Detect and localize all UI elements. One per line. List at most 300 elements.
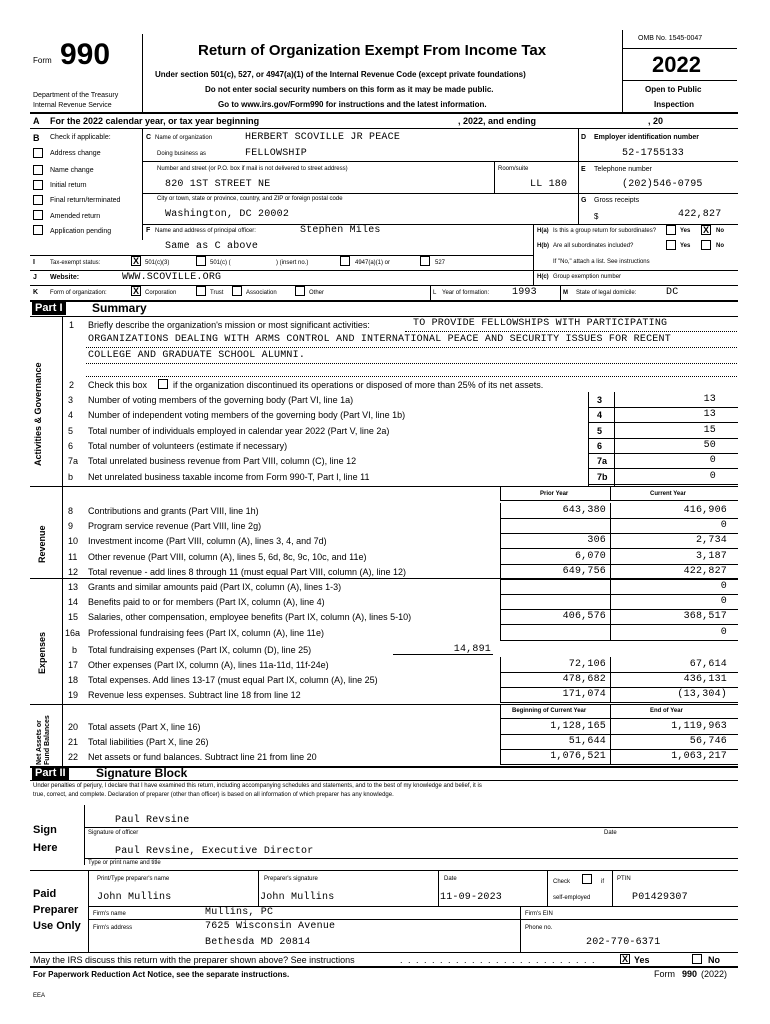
side-revenue: Revenue <box>37 525 47 563</box>
line-rule <box>500 518 738 519</box>
irs-label: Internal Revenue Service <box>33 102 112 109</box>
org-name-label: Name of organization <box>155 135 213 141</box>
4947-checkbox[interactable] <box>340 256 350 266</box>
side-governance: Activities & Governance <box>33 362 43 466</box>
line-num: 14 <box>68 597 79 607</box>
section-c-label: C <box>146 134 152 141</box>
prior-year-value: 1,076,521 <box>550 751 606 762</box>
gov-line-num: 4 <box>68 410 74 420</box>
ein-title: Employer identification number <box>594 134 700 141</box>
part1-title: Summary <box>92 301 147 315</box>
line-rule <box>500 594 738 595</box>
line-num: 15 <box>68 612 79 622</box>
association-checkbox[interactable] <box>232 286 242 296</box>
other-label: Other <box>309 290 325 296</box>
gov-line-text: Total unrelated business revenue from Part VIII, column (C), line 12 <box>88 456 357 466</box>
line-rule <box>500 687 738 688</box>
firm-address-line1: 7625 Wisconsin Avenue <box>205 921 336 932</box>
year-formation-value: 1993 <box>512 287 537 298</box>
line-a-text: For the 2022 calendar year, or tax year beginning <box>50 116 260 126</box>
gov-line-box: 4 <box>597 410 603 420</box>
irs-discuss-text: May the IRS discuss this return with the preparer shown above? See instructions <box>33 955 355 965</box>
col-divider <box>500 657 501 672</box>
line-rule <box>500 734 738 735</box>
signer-title: Paul Revsine, Executive Director <box>115 846 314 857</box>
street-value: 820 1ST STREET NE <box>165 179 271 190</box>
firm-ein-label: Firm's EIN <box>525 911 553 917</box>
line-num: 10 <box>68 536 79 546</box>
gov-line-text: Total number of individuals employed in calendar year 2022 (Part V, line 2a) <box>88 426 390 436</box>
current-year-value: 1,063,217 <box>671 751 727 762</box>
org-name: HERBERT SCOVILLE JR PEACE <box>245 132 401 143</box>
prior-year-value: 406,576 <box>562 611 606 622</box>
col-divider <box>610 672 611 687</box>
ptin-value: P01429307 <box>632 892 688 903</box>
col-divider <box>500 719 501 734</box>
section-e-label: E <box>581 166 586 173</box>
other-checkbox[interactable] <box>295 286 305 296</box>
col-divider <box>610 594 611 609</box>
city-value: Washington, DC 20002 <box>165 209 290 220</box>
address-change-label: Address change <box>50 150 101 157</box>
city-label: City or town, state or province, country, and ZIP or foreign postal code <box>157 196 343 202</box>
current-year-value: 0 <box>720 596 727 607</box>
form-org-title: Form of organization: <box>50 290 107 296</box>
website-value[interactable]: WWW.SCOVILLE.ORG <box>122 272 222 283</box>
gov-line-value: 0 <box>709 471 716 482</box>
officer-label: Name and address of principal officer: <box>155 228 256 234</box>
section-f-label: F <box>146 227 151 234</box>
prior-year-value: 171,074 <box>562 689 606 700</box>
current-year-value: 0 <box>720 581 727 592</box>
website-title: Website: <box>50 274 80 281</box>
line-num: 11 <box>68 552 78 562</box>
discuss-yes-checkbox[interactable]: X <box>621 954 628 964</box>
line-num: 18 <box>68 675 79 685</box>
line-rule <box>500 672 738 673</box>
domicile-title: State of legal domicile: <box>576 290 637 296</box>
line-text: Contributions and grants (Part VIII, line 1h) <box>88 506 259 516</box>
line2-text-a: Check this box <box>88 380 148 390</box>
discontinued-checkbox[interactable] <box>158 379 168 389</box>
irs-link: Go to www.irs.gov/Form990 for instructions and the latest information. <box>218 100 487 109</box>
col-boy: Beginning of Current Year <box>512 708 587 714</box>
ptin-label: PTIN <box>617 876 631 882</box>
initial-return-label: Initial return <box>50 182 87 189</box>
gov-line-value: 13 <box>703 394 716 405</box>
mission-line1: TO PROVIDE FELLOWSHIPS WITH PARTICIPATING <box>413 318 668 329</box>
gov-line-num: 7a <box>68 456 79 466</box>
form-word: Form <box>33 56 52 65</box>
form-title: Return of Organization Exempt From Income Tax <box>198 42 547 59</box>
line-text: Other expenses (Part IX, column (A), lines 11a-11d, 11f-24e) <box>88 660 329 670</box>
current-year-value: (13,304) <box>677 689 727 700</box>
prior-year-value: 1,128,165 <box>550 721 606 732</box>
current-year-value: 3,187 <box>695 551 727 562</box>
part1-label: Part I <box>32 301 66 315</box>
footer-form-number: 990 <box>682 969 698 979</box>
col-divider <box>500 518 501 533</box>
gov-line-rule <box>588 438 738 439</box>
col-eoy: End of Year <box>650 708 683 714</box>
perjury-line1: Under penalties of perjury, I declare that I have examined this return, including accompanying schedules and statements, and to the best of my knowledge and belief, it is <box>33 783 482 789</box>
footer-form-label: Form <box>654 969 675 979</box>
footer-form-year: (2022) <box>701 969 728 979</box>
discuss-leader: . . . . . . . . . . . . . . . . . . . . . . . . . <box>400 955 597 965</box>
pra-notice: For Paperwork Reduction Act Notice, see the separate instructions. <box>33 970 290 979</box>
initial-return-checkbox[interactable] <box>33 180 43 190</box>
tax-exempt-title: Tax-exempt status: <box>50 260 101 266</box>
hb-no: No <box>716 243 724 249</box>
col-divider <box>500 503 501 518</box>
line-rule <box>500 609 738 610</box>
open-public: Open to Public <box>645 85 702 94</box>
discuss-no: No <box>708 955 720 965</box>
type-name-label: Type or print name and title <box>88 860 161 866</box>
col-divider <box>610 579 611 594</box>
line-j-label: J <box>33 274 37 281</box>
line-text: Total assets (Part X, line 16) <box>88 722 201 732</box>
gov-line-box: 7b <box>597 472 608 482</box>
prep-sig-label: Preparer's signature <box>264 876 318 882</box>
self-employed-label: self-employed <box>553 895 591 901</box>
hb-note: If "No," attach a list. See instructions <box>553 259 650 265</box>
current-year-value: 0 <box>720 520 727 531</box>
hb-label: H(b) <box>537 243 549 249</box>
form-subtitle: Under section 501(c), 527, or 4947(a)(1) of the Internal Revenue Code (except private foundations) <box>155 70 526 79</box>
line-num: 17 <box>68 660 79 670</box>
line16b-num: b <box>72 645 78 655</box>
hb-no-checkbox[interactable] <box>701 240 711 250</box>
room-label: Room/suite <box>498 166 529 172</box>
section-g-label: G <box>581 197 587 204</box>
prep-name-value: John Mullins <box>97 892 172 903</box>
ssn-notice: Do not enter social security numbers on this form as it may be made public. <box>205 85 494 94</box>
col-divider <box>610 518 611 533</box>
omb-number: OMB No. 1545-0047 <box>638 35 703 42</box>
insert-no: ) (insert no.) <box>276 260 309 266</box>
tax-year: 2022 <box>652 52 701 77</box>
gov-line-rule <box>588 422 738 423</box>
mission-line3: COLLEGE AND GRADUATE SCHOOL ALUMNI. <box>88 350 306 361</box>
ha-label: H(a) <box>537 228 549 234</box>
amended-return-label: Amended return <box>50 213 101 220</box>
col-current-year: Current Year <box>650 491 686 497</box>
line-m-label: M <box>563 290 568 296</box>
line-rule <box>500 579 738 580</box>
line16b-text: Total fundraising expenses (Part IX, column (D), line 25) <box>88 645 312 655</box>
c3-label: 501(c)(3) <box>145 260 170 266</box>
room-value: LL 180 <box>530 179 568 190</box>
line-text: Net assets or fund balances. Subtract line 21 from line 20 <box>88 752 317 762</box>
line-num: 13 <box>68 582 79 592</box>
line-l-label: L <box>433 290 437 296</box>
prior-year-value: 643,380 <box>562 505 606 516</box>
line-num: 19 <box>68 690 79 700</box>
col-divider <box>610 687 611 702</box>
gov-line-box: 5 <box>597 426 603 436</box>
self-employed-checkbox[interactable] <box>582 874 592 884</box>
gov-line-text: Net unrelated business taxable income from Form 990-T, Part I, line 11 <box>88 472 370 482</box>
line-text: Total expenses. Add lines 13-17 (must equal Part IX, column (A), line 25) <box>88 675 378 685</box>
line1-num: 1 <box>69 320 75 330</box>
firm-address-label: Firm's address <box>93 925 133 931</box>
ha-yes: Yes <box>680 228 691 234</box>
current-year-value: 56,746 <box>689 736 727 747</box>
line-rule <box>500 640 738 641</box>
gov-line-value: 0 <box>709 455 716 466</box>
year-formation-title: Year of formation: <box>442 290 490 296</box>
col-divider <box>610 657 611 672</box>
gov-line-box: 6 <box>597 441 603 451</box>
application-pending-label: Application pending <box>50 228 112 235</box>
hb-yes: Yes <box>680 243 691 249</box>
line-text: Grants and similar amounts paid (Part IX, column (A), lines 1-3) <box>88 582 342 592</box>
trust-label: Trust <box>210 290 224 296</box>
gov-line-num: 3 <box>68 395 74 405</box>
discuss-no-checkbox[interactable] <box>692 954 702 964</box>
form-number: 990 <box>60 38 111 71</box>
line-rule <box>500 749 738 750</box>
street-label: Number and street (or P.O. box if mail is not delivered to street address) <box>157 166 348 172</box>
ha-no-checkbox[interactable]: X <box>702 225 709 235</box>
gov-line-rule <box>588 468 738 469</box>
officer-address: Same as C above <box>165 241 259 252</box>
col-divider <box>610 719 611 734</box>
col-divider <box>500 609 501 624</box>
col-divider <box>610 749 611 764</box>
prep-date-label: Date <box>444 876 457 882</box>
col-divider <box>610 734 611 749</box>
col-divider <box>500 625 501 640</box>
current-year-value: 0 <box>720 627 727 638</box>
firm-name-value: Mullins, PC <box>205 907 274 918</box>
line-k-label: K <box>33 289 39 296</box>
c-checkbox[interactable] <box>196 256 206 266</box>
col-divider <box>500 549 501 564</box>
gross-receipts-title: Gross receipts <box>594 197 640 204</box>
gov-line-rule <box>588 453 738 454</box>
section-d-label: D <box>581 134 587 141</box>
line16b-value: 14,891 <box>453 644 491 655</box>
ha-yes-checkbox[interactable] <box>666 225 676 235</box>
gov-line-num: 6 <box>68 441 74 451</box>
trust-checkbox[interactable] <box>196 286 206 296</box>
line-num: 16a <box>65 628 81 638</box>
name-change-checkbox[interactable] <box>33 165 43 175</box>
current-year-value: 416,906 <box>683 505 727 516</box>
hb-yes-checkbox[interactable] <box>666 240 676 250</box>
side-expenses: Expenses <box>37 631 47 674</box>
corporation-label: Corporation <box>145 290 177 296</box>
hb-text: Are all subordinates included? <box>553 243 634 249</box>
current-year-value: 436,131 <box>683 674 727 685</box>
corporation-checkbox[interactable]: X <box>132 286 139 296</box>
col-divider <box>610 549 611 564</box>
gov-line-text: Number of independent voting members of the governing body (Part VI, line 1b) <box>88 410 406 420</box>
ha-text: Is this a group return for subordinates? <box>553 228 657 234</box>
firm-name-label: Firm's name <box>93 911 126 917</box>
line-rule <box>500 764 738 765</box>
gov-line-rule <box>588 484 738 485</box>
discuss-yes: Yes <box>634 955 650 965</box>
line-text: Program service revenue (Part VIII, line 2g) <box>88 521 262 531</box>
side-net-assets: Net Assets or Fund Balances <box>36 715 51 765</box>
inspection: Inspection <box>654 100 695 109</box>
prior-year-value: 72,106 <box>568 659 606 670</box>
line-rule <box>500 624 738 625</box>
line2-text-b: if the organization discontinued its operations or disposed of more than 25% of its net assets. <box>173 380 544 390</box>
gross-receipts-value: 422,827 <box>678 209 722 220</box>
hc-text: Group exemption number <box>553 274 622 280</box>
line-i-label: I <box>33 259 35 266</box>
gross-dollar: $ <box>594 212 599 221</box>
officer-name: Stephen Miles <box>300 225 381 236</box>
col-divider <box>500 533 501 548</box>
gov-line-value: 13 <box>703 409 716 420</box>
current-year-value: 2,734 <box>695 535 727 546</box>
gov-line-box: 7a <box>597 456 608 466</box>
col-divider <box>610 625 611 640</box>
association-label: Association <box>246 290 277 296</box>
gov-box-divider <box>588 392 589 486</box>
part2-label: Part II <box>32 766 69 780</box>
final-return-checkbox[interactable] <box>33 195 43 205</box>
c3-checkbox[interactable]: X <box>132 256 139 266</box>
sign-date-label: Date <box>604 830 617 836</box>
prior-year-value: 6,070 <box>574 551 606 562</box>
name-change-label: Name change <box>50 167 94 174</box>
527-checkbox[interactable] <box>420 256 430 266</box>
col-divider <box>610 609 611 624</box>
line-text: Total revenue - add lines 8 through 11 (must equal Part VIII, column (A), line 12) <box>88 567 406 577</box>
col-divider <box>610 533 611 548</box>
prep-sig-value: John Mullins <box>260 892 335 903</box>
line-rule <box>500 548 738 549</box>
527-label: 527 <box>435 260 446 266</box>
prep-date-value: 11-09-2023 <box>440 892 503 903</box>
sign-label: Sign <box>33 824 57 836</box>
col-divider <box>500 579 501 594</box>
line-num: 9 <box>68 521 74 531</box>
gov-line-rule <box>588 407 738 408</box>
prior-year-value: 649,756 <box>562 566 606 577</box>
prior-year-value: 51,644 <box>568 736 606 747</box>
current-year-value: 368,517 <box>683 611 727 622</box>
ha-no: No <box>716 228 724 234</box>
gov-line-text: Total number of volunteers (estimate if necessary) <box>88 441 288 451</box>
signature-label: Signature of officer <box>88 830 139 836</box>
section-b-label: B <box>33 133 40 143</box>
gov-line-num: b <box>68 472 74 482</box>
application-pending-checkbox[interactable] <box>33 225 43 235</box>
line-a-end: , 20 <box>648 116 664 126</box>
line-num: 22 <box>68 752 79 762</box>
c-label: 501(c) ( <box>210 260 231 266</box>
col-divider <box>610 564 611 579</box>
col-divider <box>500 594 501 609</box>
phone-title: Telephone number <box>594 166 652 173</box>
line-num: 20 <box>68 722 79 732</box>
col-divider <box>610 503 611 518</box>
use-only-label: Use Only <box>33 920 81 932</box>
firm-address-line2: Bethesda MD 20814 <box>205 937 311 948</box>
gov-line-value: 15 <box>703 425 716 436</box>
line-rule <box>500 702 738 703</box>
line1-text: Briefly describe the organization's mission or most significant activities: <box>88 320 370 330</box>
line-a-mid: , 2022, and ending <box>458 116 537 126</box>
phone-value: (202)546-0795 <box>622 179 703 190</box>
line-text: Professional fundraising fees (Part IX, column (A), line 11e) <box>88 628 324 638</box>
dept-treasury: Department of the Treasury <box>33 92 119 99</box>
part2-title: Signature Block <box>96 766 188 780</box>
eea-label: EEA <box>33 993 46 999</box>
firm-phone-value: 202-770-6371 <box>586 937 661 948</box>
line-a-label: A <box>33 116 40 126</box>
line-num: 21 <box>68 737 79 747</box>
if-label: if <box>601 879 604 885</box>
line-num: 12 <box>68 567 79 577</box>
col-divider <box>500 734 501 749</box>
address-change-checkbox[interactable] <box>33 148 43 158</box>
gov-line-box: 3 <box>597 395 603 405</box>
check-label: Check <box>553 879 571 885</box>
current-year-value: 422,827 <box>683 566 727 577</box>
col-prior-year: Prior Year <box>540 491 569 497</box>
preparer-label: Preparer <box>33 904 79 916</box>
line-rule <box>500 564 738 565</box>
gov-line-num: 5 <box>68 426 74 436</box>
line-text: Revenue less expenses. Subtract line 18 from line 12 <box>88 690 301 700</box>
final-return-label: Final return/terminated <box>50 197 121 204</box>
col-divider <box>500 564 501 579</box>
line2-num: 2 <box>69 380 75 390</box>
col-divider <box>500 687 501 702</box>
col-divider <box>500 672 501 687</box>
dba-label: Doing business as <box>157 151 207 157</box>
line-text: Investment income (Part VIII, column (A), lines 3, 4, and 7d) <box>88 536 327 546</box>
col-divider <box>500 749 501 764</box>
4947-label: 4947(a)(1) or <box>355 260 391 266</box>
perjury-line2: true, correct, and complete. Declaration of preparer (other than officer) is based on all information of which preparer has any knowledge. <box>33 792 394 798</box>
amended-return-checkbox[interactable] <box>33 210 43 220</box>
dba-value: FELLOWSHIP <box>245 148 308 159</box>
line-num: 8 <box>68 506 74 516</box>
ein-value: 52-1755133 <box>622 148 685 159</box>
gov-line-value: 50 <box>703 440 716 451</box>
gov-line-text: Number of voting members of the governing body (Part VI, line 1a) <box>88 395 354 405</box>
hc-label: H(c) <box>537 274 549 280</box>
here-label: Here <box>33 842 58 854</box>
gov-value-divider <box>614 392 615 486</box>
prep-name-label: Print/Type preparer's name <box>97 876 170 882</box>
paid-label: Paid <box>33 888 57 900</box>
line-text: Total liabilities (Part X, line 26) <box>88 737 209 747</box>
current-year-value: 1,119,963 <box>671 721 727 732</box>
section-b-title: Check if applicable: <box>50 134 111 141</box>
prior-year-value: 478,682 <box>562 674 606 685</box>
line-rule <box>500 533 738 534</box>
current-year-value: 67,614 <box>689 659 727 670</box>
phone-no-label: Phone no. <box>525 925 553 931</box>
line-text: Salaries, other compensation, employee benefits (Part IX, column (A), lines 5-10) <box>88 612 412 622</box>
domicile-value: DC <box>666 287 679 298</box>
line-text: Benefits paid to or for members (Part IX, column (A), line 4) <box>88 597 325 607</box>
mission-line2: ORGANIZATIONS DEALING WITH ARMS CONTROL AND INTERNATIONAL PEACE AND SECURITY ISSUES FOR RECENT <box>88 334 671 345</box>
line-text: Other revenue (Part VIII, column (A), lines 5, 6d, 8c, 9c, 10c, and 11e) <box>88 552 367 562</box>
signer-name: Paul Revsine <box>115 815 190 826</box>
prior-year-value: 306 <box>587 535 606 546</box>
